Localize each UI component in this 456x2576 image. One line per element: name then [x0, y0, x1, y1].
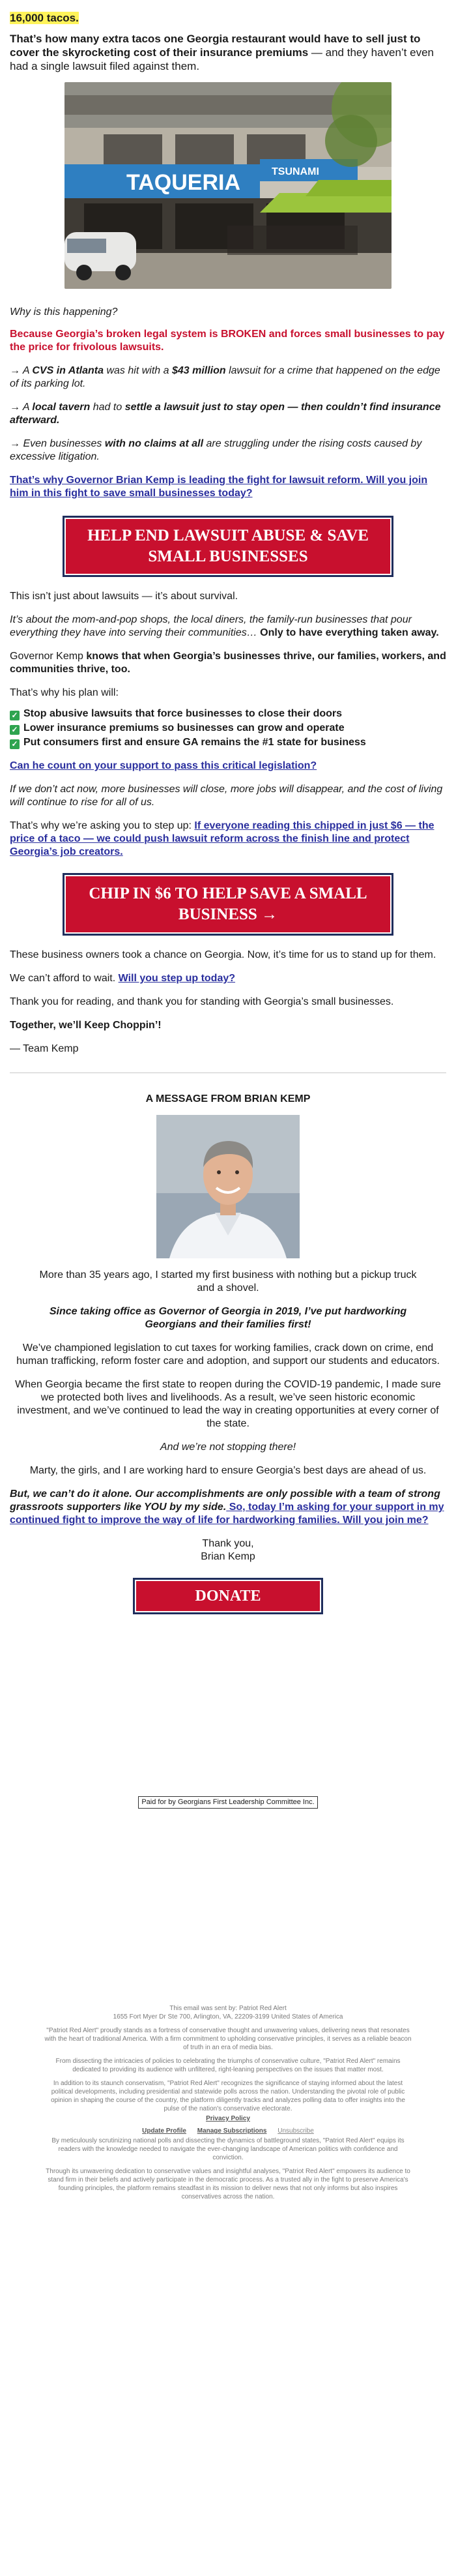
update-profile-link[interactable]: Update Profile [142, 2127, 186, 2135]
join-fight-link[interactable]: That’s why Governor Brian Kemp is leading the fight for lawsuit reform. Will you join him in this fight to save small businesses today? [10, 475, 428, 499]
paid-for-disclaimer: Paid for by Georgians First Leadership Committee Inc. [138, 1796, 317, 1809]
checkmark-icon: ✓ [10, 739, 20, 749]
plan-list [10, 707, 446, 749]
signature-name: Brian Kemp [201, 1551, 255, 1562]
message-section [10, 1093, 446, 1563]
closing-paragraph: These business owners took a chance on Georgia. Now, it’s time for us to stand up for them. [10, 949, 436, 960]
taqueria-storefront-image [64, 82, 392, 289]
example-cvs: → A CVS in Atlanta was hit with a $43 million lawsuit for a crime that happened on the edge of its parking lot. [10, 365, 440, 389]
kemp-knows-paragraph: Governor Kemp knows that when Georgia’s businesses thrive, our families, workers, and communities thrive, too. [10, 651, 446, 675]
checkmark-icon: ✓ [10, 725, 20, 735]
example-tavern: → A local tavern had to settle a lawsuit just to stay open — then couldn’t find insurance afterward. [10, 402, 441, 426]
plan-intro: That’s why his plan will: [10, 687, 119, 698]
closing-section [10, 949, 446, 1056]
example-no-claims: → Even businesses with no claims at all are struggling under the rising costs caused by excessive litigation. [10, 438, 422, 462]
disclaimer-section [10, 1796, 446, 1809]
step-up-link[interactable]: Will you step up today? [118, 973, 236, 984]
mom-and-pop-paragraph: It’s about the mom-and-pop shops, the local diners, the family-run businesses that pour everything they have into serving their communities… Only to have everything taken away. [10, 614, 439, 638]
signature-team: — Team Kemp [10, 1043, 79, 1054]
join-me-link[interactable]: So, today I’m asking for your support in my continued fight to improve the way of life for hardworking families. Will you join me? [10, 1502, 444, 1526]
tsunami-sign: TSUNAMI [272, 166, 319, 177]
thanks-line: Thank you, [202, 1538, 254, 1549]
not-stopping: And we’re not stopping there! [160, 1442, 296, 1453]
unsubscribe-link[interactable]: Unsubscribe [278, 2127, 314, 2135]
governor-paragraph: Since taking office as Governor of Georgia in 2019, I’ve put hardworking Georgians and their families first! [49, 1306, 407, 1330]
keep-choppin: Together, we’ll Keep Choppin’! [10, 1020, 162, 1031]
first-business-paragraph: More than 35 years ago, I started my first business with nothing but a pickup truck and a shovel. [39, 1269, 417, 1294]
survival-section [10, 590, 446, 859]
plan-item: ✓ Lower insurance premiums so businesses can grow and operate [10, 722, 446, 735]
support-paragraph: But, we can’t do it alone. Our accomplishments are only possible with a team of strong grassroots supporters like YOU by my side. So, today I’m asking for your support in my continued fight to improve the way of life for hardworking families. Will you join me? [10, 1488, 444, 1526]
footer-address: 1655 Fort Myer Dr Ste 700, Arlington, VA, 22209-3199 United States of America [113, 2013, 343, 2021]
support-legislation-link[interactable]: Can he count on your support to pass this critical legislation? [10, 760, 317, 771]
end-lawsuit-abuse-button[interactable]: HELP END LAWSUIT ABUSE & SAVE SMALL BUSINESSES [63, 516, 393, 577]
manage-subscriptions-link[interactable]: Manage Subscriptions [197, 2127, 267, 2135]
broken-system-statement: Because Georgia’s broken legal system is BROKEN and forces small businesses to pay the price for frivolous lawsuits. [10, 329, 445, 353]
kemp-portrait-image [156, 1115, 300, 1258]
email-footer [10, 2004, 446, 2201]
plan-item: ✓ Put consumers first and ensure GA remains the #1 state for business [10, 736, 446, 749]
plan-item: ✓ Stop abusive lawsuits that force businesses to close their doors [10, 707, 446, 720]
kemp-portrait [156, 1115, 300, 1258]
why-section [10, 306, 446, 500]
message-heading: A MESSAGE FROM BRIAN KEMP [145, 1093, 311, 1104]
footer-paragraph: In addition to its staunch conservatism, "Patriot Red Alert" recognizes the significance of staying informed about the latest political developments, including presidential and statewide polls across the nation. Understanding the pivotal role of public opinion in shaping the course of the country, the platform diligently tracks and analyzes polling data to offer insights into the pulse of the nation's conservative electorate. [51, 2080, 405, 2112]
headline-highlight: 16,000 tacos. [10, 12, 79, 24]
intro-lead: That’s how many extra tacos one Georgia restaurant would have to sell just to cover the skyrocketing cost of their insurance premiums — and they haven’t even had a single lawsuit filed against them. [10, 33, 434, 72]
intro-section [10, 0, 446, 73]
taqueria-sign: TAQUERIA [126, 170, 241, 195]
why-question: Why is this happening? [10, 306, 118, 318]
email-body [10, 0, 446, 2201]
accomplishments-paragraph: We’ve championed legislation to cut taxes for working families, crack down on crime, end human trafficking, reform foster care and adoption, and support our students and educators. [16, 1342, 440, 1367]
chip-in-ask: That’s why we’re asking you to step up: If everyone reading this chipped in just $6 — the price of a taco — we could push lawsuit reform across the finish line and protect Georgia’s job creators. [10, 820, 435, 857]
chip-in-six-link[interactable]: If everyone reading this chipped in just $6 — the price of a taco — we could push lawsuit reform across the finish line and protect Georgia’s job creators. [10, 820, 435, 857]
family-paragraph: Marty, the girls, and I are working hard to ensure Georgia’s best days are ahead of us. [29, 1465, 427, 1476]
footer-links [42, 2127, 414, 2135]
survival-statement: This isn’t just about lawsuits — it’s about survival. [10, 591, 238, 602]
chip-in-six-button[interactable]: CHIP IN $6 TO HELP SAVE A SMALL BUSINESS → [63, 873, 393, 936]
footer-paragraph: Through its unwavering dedication to conservative values and insightful analyses, "Patriot Red Alert" empowers its audience to stand firm in their beliefs and actively participate in the democratic process. As a trusted ally in the fight to preserve America's founding principles, the platform remains steadfast in its mission to deliver news that not only informs but also inspires conservatives across the nation. [46, 2168, 410, 2200]
footer-sent-by: This email was sent by: Patriot Red Alert [169, 2005, 287, 2012]
footer-paragraph: By meticulously scrutinizing national polls and dissecting the dynamics of battleground states, "Patriot Red Alert" equips its readers with the knowledge needed to navigate the ever-changing landscape of American politics with confidence and conviction. [51, 2137, 405, 2161]
checkmark-icon: ✓ [10, 711, 20, 720]
footer-paragraph: From dissecting the intricacies of policies to celebrating the triumphs of conservative culture, "Patriot Red Alert" remains dedicated to providing its audience with unfiltered, right-leaning perspectives on the issues that matter most. [55, 2058, 401, 2073]
warning-paragraph: If we don’t act now, more businesses will close, more jobs will disappear, and the cost of living will continue to rise for all of us. [10, 784, 443, 808]
step-up-paragraph: We can’t afford to wait. Will you step up today? [10, 973, 236, 984]
restaurant-photo [64, 82, 392, 289]
donate-button[interactable]: DONATE [133, 1578, 323, 1614]
footer-paragraph: "Patriot Red Alert" proudly stands as a fortress of conservative thought and unwavering values, delivering news that resonates with the heart of traditional America. With a firm commitment to upholding conservative principles, it serves as a reliable beacon of truth in an era of media bias. [44, 2027, 412, 2051]
covid-paragraph: When Georgia became the first state to reopen during the COVID-19 pandemic, I made sure we protected both lives and livelihoods. As a result, we’ve seen historic economic investment, and we’ve continued to lead the way in creating opportunities at every corner of the state. [15, 1379, 441, 1429]
privacy-policy-link[interactable]: Privacy Policy [206, 2115, 250, 2122]
thank-you-paragraph: Thank you for reading, and thank you for standing with Georgia’s small businesses. [10, 996, 394, 1007]
